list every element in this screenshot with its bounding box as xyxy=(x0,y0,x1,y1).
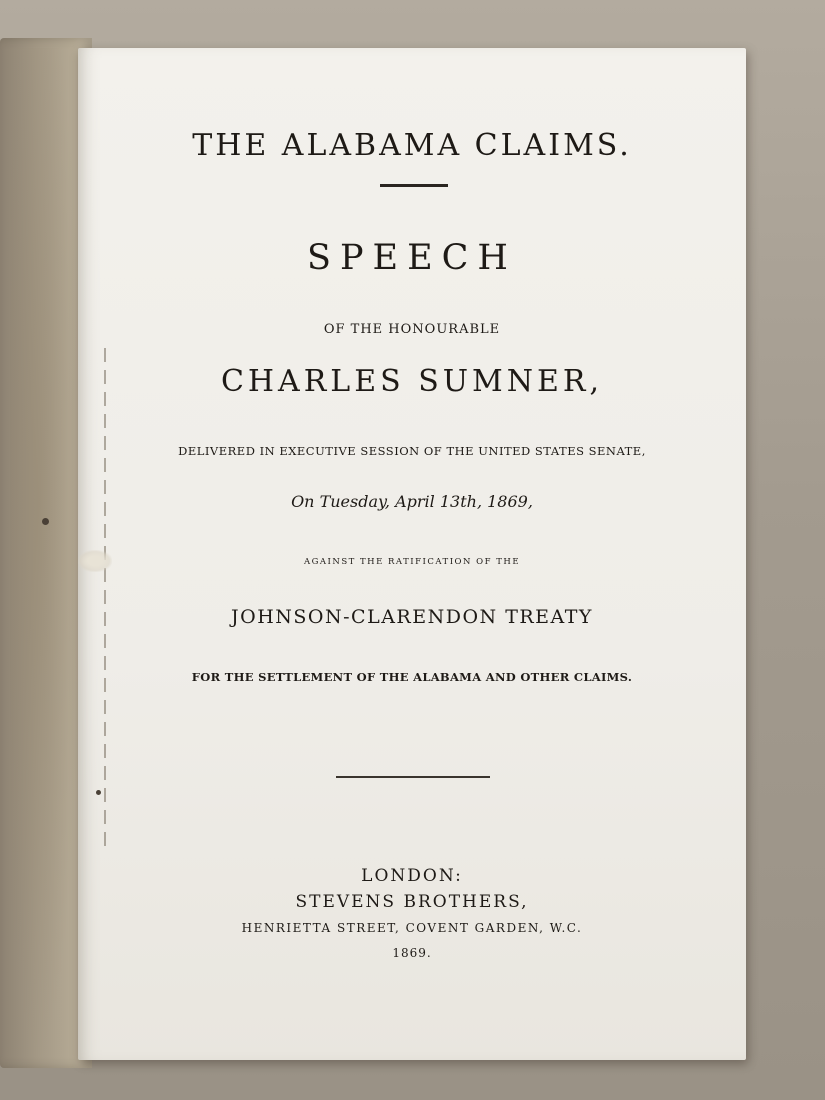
speech-heading: SPEECH xyxy=(307,238,517,278)
honorific-line: OF THE HONOURABLE xyxy=(323,322,501,337)
delivery-line: DELIVERED IN EXECUTIVE SESSION OF THE UNITED STATES SENATE, xyxy=(178,444,646,458)
title-page-content xyxy=(78,48,746,1060)
speech-date: On Tuesday, April 13th, 1869, xyxy=(291,492,533,511)
imprint-divider xyxy=(336,776,490,778)
binding-stitch xyxy=(104,348,106,848)
treaty-name: JOHNSON-CLARENDON TREATY xyxy=(231,606,593,628)
imprint-publisher: STEVENS BROTHERS, xyxy=(295,892,529,912)
imprint-year: 1869. xyxy=(392,946,432,960)
imprint-city: LONDON: xyxy=(361,866,463,886)
document-title: THE ALABAMA CLAIMS. xyxy=(192,128,632,163)
binding-hole xyxy=(96,790,101,795)
title-divider xyxy=(380,184,448,187)
against-line: AGAINST THE RATIFICATION OF THE xyxy=(303,557,521,567)
purpose-line: FOR THE SETTLEMENT OF THE ALABAMA AND OTHER CLAIMS. xyxy=(191,670,633,684)
binding-hole xyxy=(42,518,49,525)
imprint-address: HENRIETTA STREET, COVENT GARDEN, W.C. xyxy=(241,921,583,935)
author-name: CHARLES SUMNER, xyxy=(220,364,604,399)
